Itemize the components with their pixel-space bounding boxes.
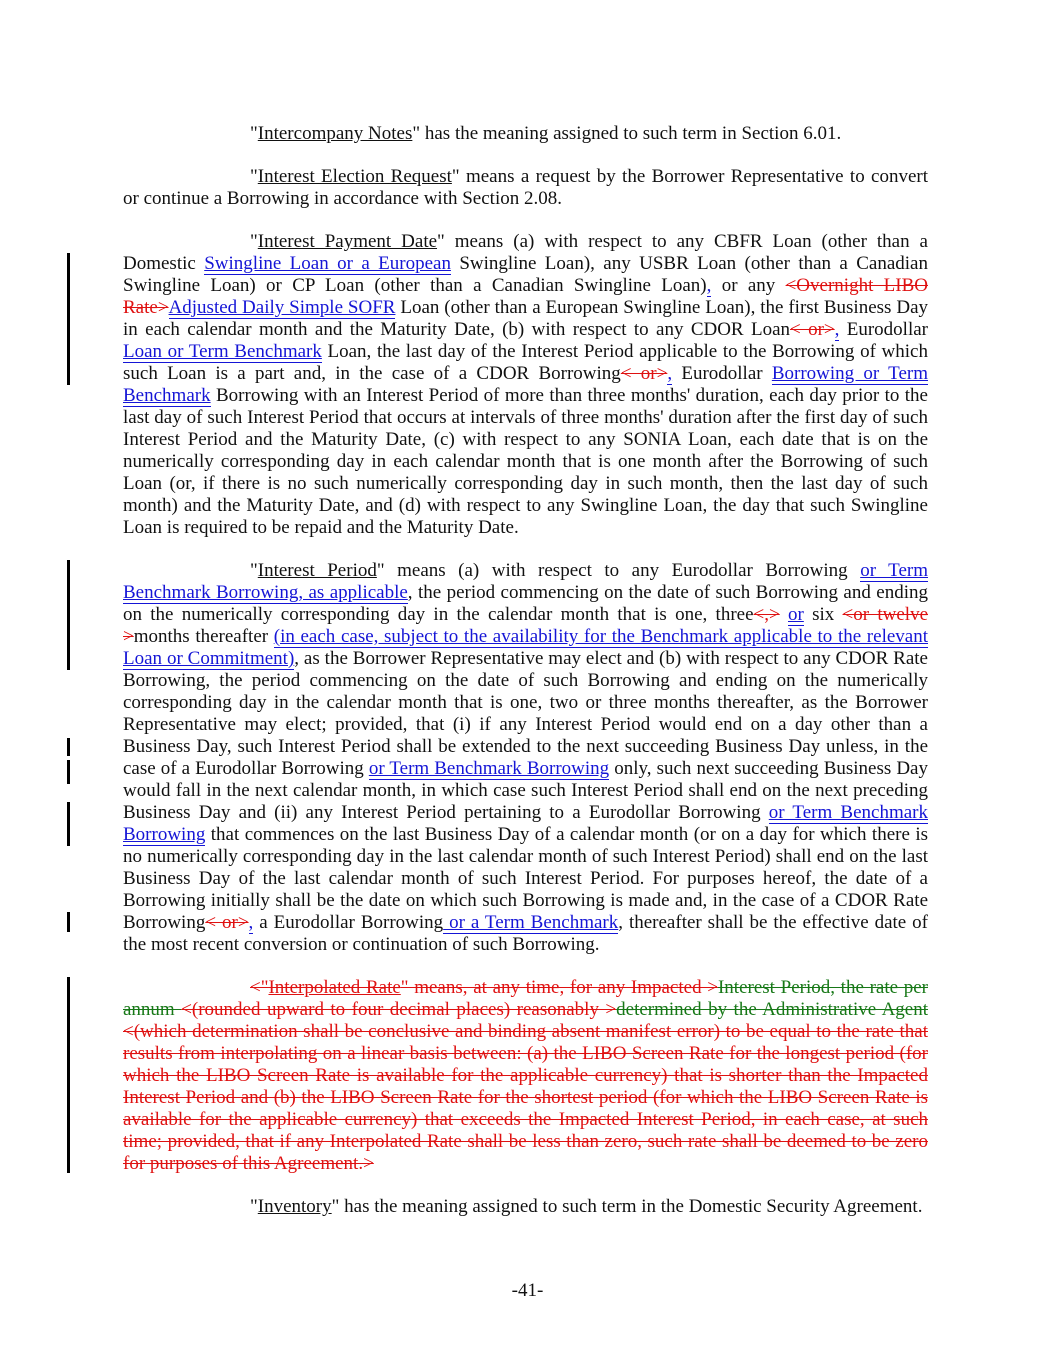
inserted-text-run: Borrowing or Term Benchmark bbox=[123, 363, 928, 406]
deleted-text-run: <(rounded upward to four decimal places) reasonably > bbox=[181, 999, 617, 1020]
inserted-text-run: , bbox=[706, 275, 712, 296]
deleted-text-run: <,> bbox=[753, 604, 780, 625]
definition-interest-period bbox=[123, 560, 928, 956]
inserted-text-run: or bbox=[788, 604, 804, 625]
definition-intercompany-notes bbox=[123, 123, 928, 145]
text-run: Eurodollar bbox=[839, 319, 928, 340]
text-run: , the period commencing on the date of such Borrowing and ending on the numerically corresponding day in the calendar month that is one, three bbox=[123, 582, 928, 625]
inserted-text-run: or a Term Benchmark bbox=[443, 912, 619, 933]
text-run: " has the meaning assigned to such term in Section 6.01. bbox=[412, 123, 842, 144]
inserted-text-run: Loan or Term Benchmark bbox=[123, 341, 322, 362]
inserted-text-run: , bbox=[667, 363, 673, 384]
definition-inventory bbox=[123, 1196, 928, 1218]
document-body bbox=[123, 123, 928, 1239]
defined-term: Interest Payment Date bbox=[257, 231, 438, 252]
deleted-text-run: < or> bbox=[790, 319, 835, 340]
inserted-text-run: or Term Benchmark Borrowing bbox=[368, 758, 610, 779]
text-run bbox=[780, 604, 788, 625]
inserted-text-run: Adjusted Daily Simple SOFR bbox=[168, 297, 396, 318]
defined-term: Interest Election Request bbox=[257, 166, 452, 187]
inserted-text-run: or Term Benchmark Borrowing bbox=[123, 802, 928, 845]
definition-interest-payment-date bbox=[123, 231, 928, 539]
text-run: " has the meaning assigned to such term in the Domestic Security Agreement. bbox=[331, 1196, 923, 1217]
change-bar bbox=[67, 738, 70, 756]
text-run: " bbox=[250, 123, 258, 144]
text-run: " means (a) with respect to any CBFR Loan (other than a Domestic bbox=[123, 231, 928, 274]
text-run: , as the Borrower Representative may elect and (b) with respect to any CDOR Rate Borrowing, the period commencing on the date of such Borrowing and ending on the numerically corresponding day in the calendar month that is one, two or three months thereafter, as the Borrower Representative may elect; provided, that (i) if any Interest Period would end on a day other than a Business Day, such Interest Period shall be extended to the next succeeding Business Day unless, in the case of a Eurodollar Borrowing bbox=[123, 648, 928, 779]
text-run: " bbox=[250, 166, 258, 187]
text-run: " bbox=[250, 231, 258, 252]
defined-term: Interest Period bbox=[257, 560, 377, 581]
deleted-text-run: <or twelve > bbox=[123, 604, 929, 647]
change-bar bbox=[67, 912, 70, 932]
text-run: Loan, the last day of the Interest Period applicable to the Borrowing of which such Loan is a part and, in the case of a CDOR Borrowing bbox=[123, 341, 928, 384]
deleted-text-run: < or> bbox=[620, 363, 668, 384]
change-bar bbox=[67, 253, 70, 385]
deleted-text-run: <" bbox=[250, 977, 269, 998]
deleted-text-run: " means, at any time, for any Impacted > bbox=[400, 977, 718, 998]
inserted-text-run: Swingline Loan or a European bbox=[204, 253, 451, 274]
inserted-text-run: (in each case, subject to the availability for the Benchmark applicable to the relevant Loan or Commitment) bbox=[123, 626, 928, 669]
text-run: " bbox=[250, 1196, 258, 1217]
text-run: , thereafter shall be the effective date of the most recent conversion or continuation of such Borrowing. bbox=[123, 912, 929, 955]
change-bar bbox=[67, 760, 70, 784]
text-run: Eurodollar bbox=[672, 363, 772, 384]
deleted-text-run: <Overnight LIBO Rate> bbox=[123, 275, 928, 318]
text-run: only, such next succeeding Business Day would fall in the next calendar month, in which case such Interest Period shall end on the next preceding Business Day and (ii) any Interest Period pertaining to a Eurodollar Borrowing bbox=[123, 758, 928, 823]
definition-interest-election-request bbox=[123, 166, 928, 210]
text-run: Loan (other than a European Swingline Loan), the first Business Day in each calendar month and the Maturity Date, (b) with respect to any CDOR Loan bbox=[123, 297, 928, 340]
page-number: -41- bbox=[511, 1280, 544, 1301]
deleted-text-run: <(which determination shall be conclusive and binding absent manifest error) to be equal to the rate that results from interpolating on a linear basis between: (a) the LIBO Screen Rate for the longest period (for which the LIBO Screen Rate is available for the applicable currency) that is shorter than the Impacted Interest Period and (b) the LIBO Screen Rate for the shortest period (for which the LIBO Screen Rate is available for the applicable currency) that exceeds the Impacted Interest Period, in each case, at such time; provided, that if any Interpolated Rate shall be less than zero, such rate shall be deemed to be zero for purposes of this Agreement.> bbox=[123, 1021, 928, 1174]
change-bar bbox=[67, 560, 70, 670]
text-run: or any bbox=[711, 275, 786, 296]
text-run: that commences on the last Business Day of a calendar month (or on a day for which there is no numerically corresponding day in the last calendar month of such Interest Period) shall end on the last Business Day of the last calendar month of such Interest Period. For purposes hereof, the date of a Borrowing initially shall be the date on which such Borrowing is made and, in the case of a CDOR Rate Borrowing bbox=[123, 824, 928, 933]
inserted-text-run: or Term Benchmark Borrowing, as applicable bbox=[123, 560, 928, 603]
text-run: " bbox=[250, 560, 258, 581]
text-run: " means a request by the Borrower Representative to convert or continue a Borrowing in accordance with Section 2.08. bbox=[123, 166, 928, 209]
moved-deleted-text-run: determined by the Administrative Agent bbox=[616, 999, 929, 1020]
text-run: six bbox=[803, 604, 843, 625]
text-run: a Eurodollar Borrowing bbox=[253, 912, 444, 933]
text-run: " means (a) with respect to any Eurodollar Borrowing bbox=[376, 560, 861, 581]
text-run: months thereafter bbox=[133, 626, 274, 647]
text-run: Swingline Loan), any USBR Loan (other than a Canadian Swingline Loan) or CP Loan (other than a Canadian Swingline Loan) bbox=[123, 253, 928, 296]
inserted-text-run: , bbox=[248, 912, 254, 933]
defined-term: Inventory bbox=[257, 1196, 332, 1217]
inserted-text-run: , bbox=[834, 319, 840, 340]
deleted-underlined-term: Interpolated Rate bbox=[268, 977, 401, 998]
deleted-text-run: < or> bbox=[205, 912, 249, 933]
change-bar bbox=[67, 977, 70, 1173]
text-run: Borrowing with an Interest Period of more than three months' duration, each day prior to the last day of such Interest Period that occurs at intervals of three months' duration after the first day of such Interest Period and the Maturity Date, (c) with respect to any SONIA Loan, each date that is on the numerically corresponding day in each calendar month that is one month after the Borrowing of such Loan (or, if there is no such numerically corresponding day in such month, then the last day of such month) and the Maturity Date, and (d) with respect to any Swingline Loan, the day that such Swingline Loan is required to be repaid and the Maturity Date. bbox=[123, 385, 928, 538]
moved-deleted-text-run: Interest Period, the rate per annum bbox=[123, 977, 928, 1020]
definition-interpolated-rate-deleted bbox=[123, 977, 928, 1175]
change-bar bbox=[67, 802, 70, 846]
defined-term: Intercompany Notes bbox=[257, 123, 413, 144]
